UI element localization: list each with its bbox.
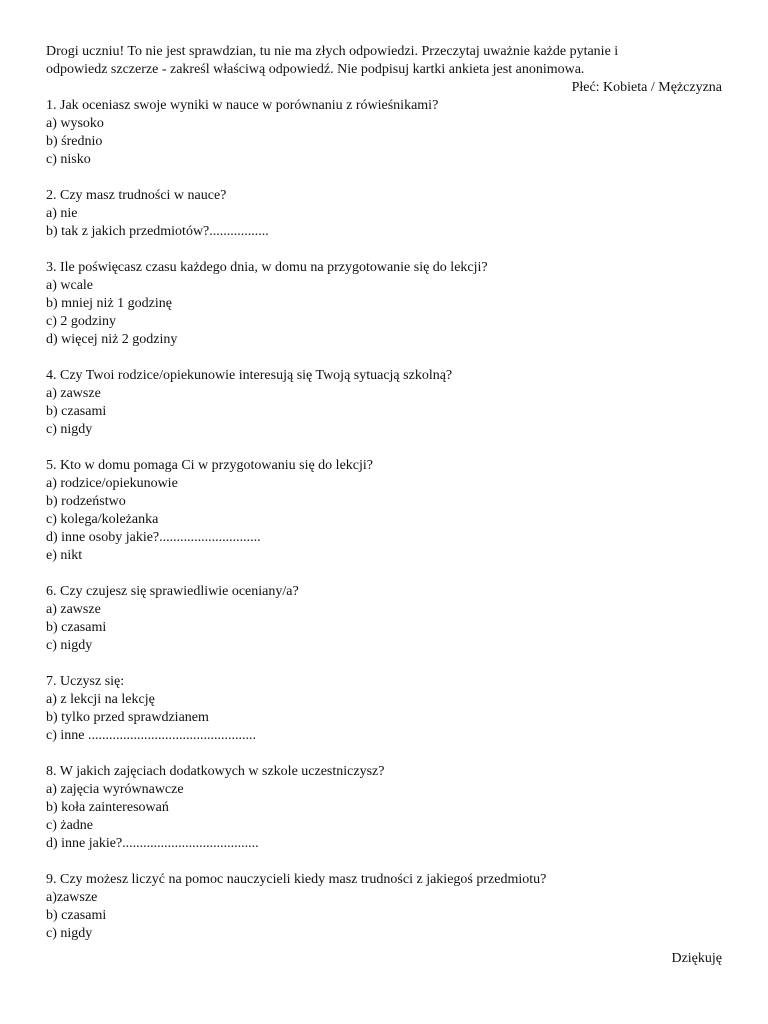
answer-option: a) wysoko — [46, 116, 104, 131]
answer-option: c) 2 godziny — [46, 314, 116, 329]
question-text: 9. Czy możesz liczyć na pomoc nauczycieli kiedy masz trudności z jakiegoś przedmiotu? — [46, 872, 547, 887]
question-9 — [46, 871, 726, 943]
answer-option: e) nikt — [46, 548, 83, 563]
answer-option: c) inne ................................................ — [46, 728, 256, 743]
question-7 — [46, 673, 726, 745]
answer-option: a) zajęcia wyrównawcze — [46, 782, 184, 797]
question-text: 5. Kto w domu pomaga Ci w przygotowaniu się do lekcji? — [46, 458, 373, 473]
survey-document — [46, 43, 726, 943]
intro-line-2: odpowiedz szczerze - zakreśl właściwą odpowiedź. Nie podpisuj kartki ankieta jest anonimowa. — [46, 62, 585, 77]
answer-option: d) więcej niż 2 godziny — [46, 332, 178, 347]
question-3 — [46, 259, 726, 349]
closing-thanks: Dziękuję — [671, 951, 722, 966]
answer-option: b) koła zainteresowań — [46, 800, 169, 815]
answer-option: c) nigdy — [46, 926, 93, 941]
gender-choice: Płeć: Kobieta / Mężczyzna — [571, 80, 722, 95]
answer-option: c) nigdy — [46, 422, 93, 437]
answer-option: a)zawsze — [46, 890, 98, 905]
question-text: 2. Czy masz trudności w nauce? — [46, 188, 227, 203]
answer-option: c) żadne — [46, 818, 94, 833]
answer-option: c) nisko — [46, 152, 91, 167]
question-4 — [46, 367, 726, 439]
answer-option: d) inne osoby jakie?............................. — [46, 530, 261, 545]
question-8 — [46, 763, 726, 853]
answer-option: a) zawsze — [46, 386, 101, 401]
answer-option: a) rodzice/opiekunowie — [46, 476, 178, 491]
question-text: 1. Jak oceniasz swoje wyniki w nauce w porównaniu z rówieśnikami? — [46, 98, 439, 113]
answer-option: a) z lekcji na lekcję — [46, 692, 155, 707]
answer-option: c) kolega/koleżanka — [46, 512, 159, 527]
answer-option: d) inne jakie?....................................... — [46, 836, 259, 851]
question-text: 3. Ile poświęcasz czasu każdego dnia, w domu na przygotowanie się do lekcji? — [46, 260, 488, 275]
question-2 — [46, 187, 726, 241]
answer-option: b) rodzeństwo — [46, 494, 126, 509]
question-text: 8. W jakich zajęciach dodatkowych w szkole uczestniczysz? — [46, 764, 385, 779]
answer-option: b) czasami — [46, 620, 107, 635]
question-text: 4. Czy Twoi rodzice/opiekunowie interesują się Twoją sytuacją szkolną? — [46, 368, 453, 383]
answer-option: b) mniej niż 1 godzinę — [46, 296, 172, 311]
question-text: 7. Uczysz się: — [46, 674, 125, 689]
answer-option: b) czasami — [46, 908, 107, 923]
answer-option: b) tylko przed sprawdzianem — [46, 710, 209, 725]
answer-option: b) czasami — [46, 404, 107, 419]
answer-option: a) wcale — [46, 278, 94, 293]
question-5 — [46, 457, 726, 565]
intro-line-1: Drogi uczniu! To nie jest sprawdzian, tu nie ma złych odpowiedzi. Przeczytaj uważnie każde pytanie i — [46, 44, 619, 59]
answer-option: c) nigdy — [46, 638, 93, 653]
answer-option: a) nie — [46, 206, 78, 221]
answer-option: a) zawsze — [46, 602, 101, 617]
question-1 — [46, 97, 726, 169]
question-6 — [46, 583, 726, 655]
answer-option: b) średnio — [46, 134, 103, 149]
question-text: 6. Czy czujesz się sprawiedliwie oceniany/a? — [46, 584, 299, 599]
answer-option: b) tak z jakich przedmiotów?................. — [46, 224, 269, 239]
